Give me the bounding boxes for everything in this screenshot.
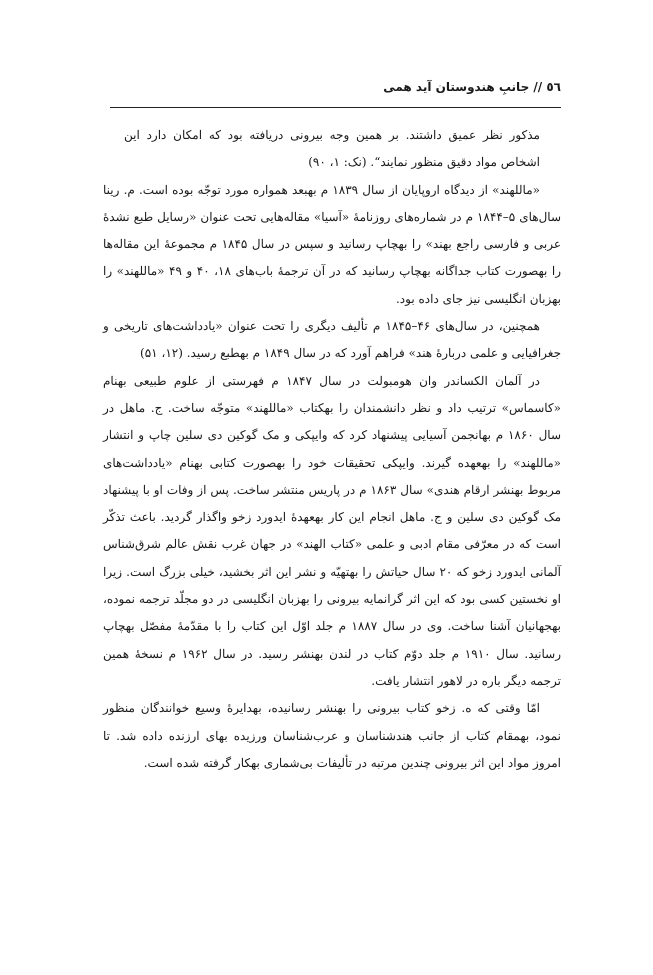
running-header: ٥٦ // جانبِ هندوستان آید همی	[383, 80, 561, 94]
paragraph-3: در آلمان الکساندر وان هومبولت در سال ۱۸۴۷ م فهرستی از علوم طبیعی بهنام «کاسماس» ترتیب داد و نظر دانشمندان را بهکتاب «ماللهند» متوجّه ساخت. ج. ماهل در سال ۱۸۶۰ م بهانجمن آسیایی پیشنهاد کرد که وایپکی و مک گوکین دی سلین چاپ و انتشار «ماللهند» را بهعهده گیرند. وایپکی تحقیقات خود را بهصورت کتابی بهنام «یادداشت‌های مربوط بهنشر ارقام هندی» سال ۱۸۶۳ م در پاریس منتشر ساخت. پس از وفات او با پیشنهاد مک گوکین دی سلین و ج. ماهل انجام این کار بهعهدهٔ ایدورد زخو واگذار گردید. باعث تذکّر است که در معرّفی مقام ادبی و علمی «کتاب الهند» در جهان غرب نقش عالم شرق‌شناس آلمانی ایدورد زخو که ۲۰ سال حیاتش را بهتهیّه و نشر این اثر بخشید، خیلی بزرگ است. زیرا او نخستین کسی بود که این اثر گرانمایه بیرونی را بهزبان انگلیسی در دو مجلّد ترجمه نموده، بهجهانیان آشنا ساخت. وی در سال ۱۸۸۷ م جلد اوّل این کتاب را با مقدّمهٔ مفصّل بهچاپ رسانید. سال ۱۹۱۰ م جلد دوّم کتاب در لندن بهنشر رسید. در سال ۱۹۶۲ م نسخهٔ همین ترجمه دیگر باره در لاهور انتشار یافت.	[103, 373, 562, 688]
body-text	[103, 122, 561, 777]
paragraph-2: همچنین، در سال‌های ۴۶–۱۸۴۵ م تألیف دیگری را تحت عنوان «یادداشت‌های تاریخی و جغرافیایی و علمی دربارهٔ هند» فراهم آورد که در سال ۱۸۴۹ م بهطبع رسید. (۱۲، ۵۱)	[103, 319, 561, 361]
header-rule	[110, 107, 561, 108]
paragraph-4: امّا وقتی که ه. زخو کتاب بیرونی را بهنشر رسانیده، بهدایرهٔ وسیع خوانندگان منظور نمود، بهمقام کتاب از جانب هندشناسان و عرب‌شناسان ورزیده بهای ارزنده داده شد. تا امروز مواد این اثر بیرونی چندین مرتبه در تألیفات بی‌شماری بهکار گرفته شده است.	[103, 701, 561, 770]
quote-paragraph: مذکور نظر عمیق داشتند. بر همین وجه بیرونی دریافته بود که امکان دارد این اشخاص مواد دقیق منظور نمایند“. (نک: ۱، ۹۰)	[124, 128, 540, 170]
paragraph-1: «ماللهند» از دیدگاه اروپایان از سال ۱۸۳۹ م بهبعد همواره مورد توجّه بوده است. م. رینا سال‌های ۵–۱۸۴۴ م در شماره‌های روزنامهٔ «آسیا» مقاله‌هایی تحت عنوان «رسایل طبع نشدهٔ عربی و فارسی راجع بهند» را بهچاپ رسانید و سپس در سال ۱۸۴۵ م مجموعهٔ این مقاله‌ها را بهصورت کتاب جداگانه بهچاپ رسانید که در آن ترجمهٔ باب‌های ۱۸، ۴۰ و ۴۹ «ماللهند» را بهزبان انگلیسی نیز جای داده بود.	[103, 182, 562, 306]
